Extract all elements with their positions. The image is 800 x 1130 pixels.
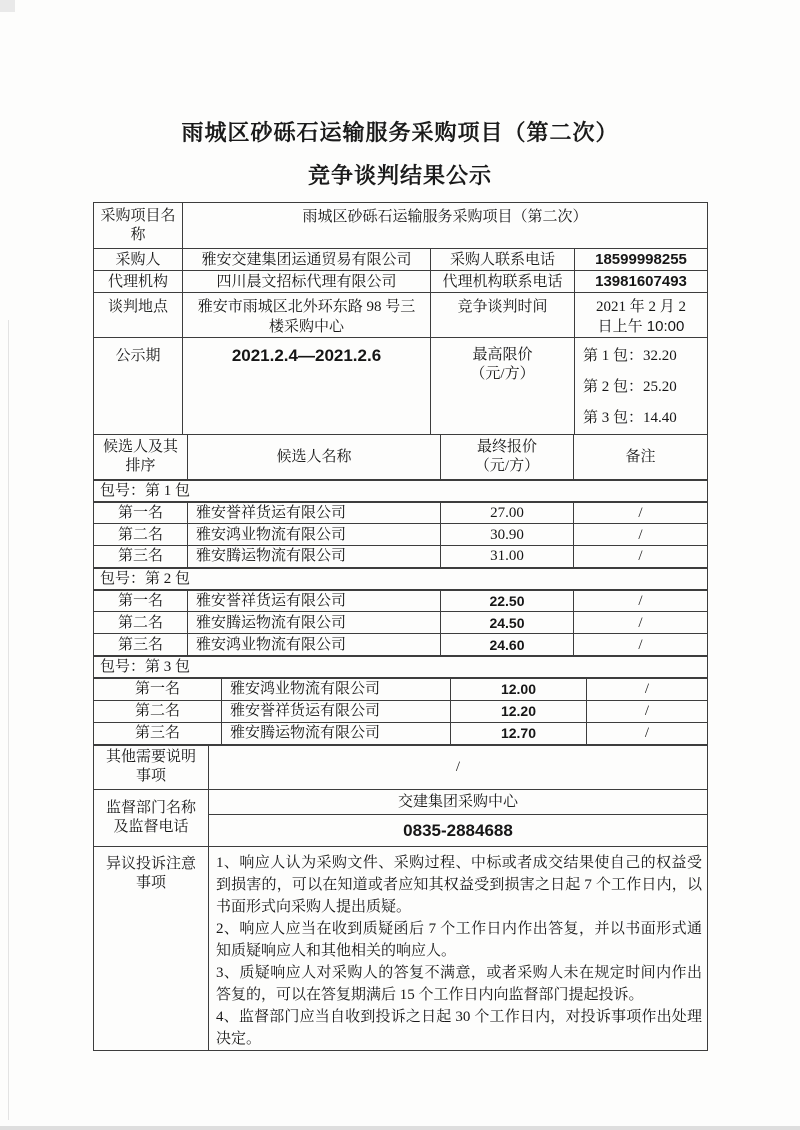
scan-corner-artifact — [0, 0, 15, 12]
purchaser-label: 采购人 — [94, 249, 183, 271]
candidate-row — [94, 502, 708, 524]
company-cell: 雅安腾运物流有限公司 — [222, 722, 451, 744]
publicity-row — [94, 338, 708, 435]
candidate-row — [94, 590, 708, 612]
remark-cell: / — [574, 634, 708, 656]
rank-cell: 第一名 — [94, 590, 188, 612]
package2-title-row — [94, 568, 708, 590]
candidate-row — [94, 612, 708, 634]
max-price-values — [575, 338, 708, 435]
result-table — [93, 202, 707, 1051]
remark-cell: / — [587, 722, 708, 744]
package3-table — [93, 655, 708, 745]
price-cell: 30.90 — [441, 524, 574, 546]
remark-cell: / — [587, 700, 708, 722]
scan-left-edge-artifact — [8, 320, 9, 1120]
price-cell: 31.00 — [441, 546, 574, 568]
company-cell: 雅安誉祥货运有限公司 — [188, 590, 441, 612]
objection-row — [94, 847, 708, 1051]
objection-item-1: 1、响应人认为采购文件、采购过程、中标或者成交结果使自己的权益受到损害的，可以在知道或者应知其权益受到损害之日起 7 个工作日内，以书面形式向采购人提出质疑。 — [216, 855, 702, 915]
candidate-row — [94, 546, 708, 568]
venue-value: 雅安市雨城区北外环东路 98 号三 楼采购中心 — [183, 293, 431, 338]
objection-item-2: 2、响应人应当在收到质疑函后 7 个工作日内作出答复，并以书面形式通知质疑响应人和其他相关的响应人。 — [216, 921, 702, 959]
final-price-header: 最终报价 （元/方） — [441, 435, 574, 480]
company-cell: 雅安誉祥货运有限公司 — [188, 502, 441, 524]
other-notes-value: / — [209, 745, 708, 790]
rank-cell: 第三名 — [94, 722, 222, 744]
candidate-name-header: 候选人名称 — [188, 435, 441, 480]
price-cell: 24.50 — [441, 612, 574, 634]
document-subtitle: 竞争谈判结果公示 — [307, 163, 492, 188]
rank-cell: 第三名 — [94, 546, 188, 568]
supervision-row — [94, 790, 708, 815]
price-cell: 12.00 — [451, 678, 587, 700]
max-price-label: 最高限价 （元/方） — [431, 338, 575, 435]
purchaser-contact-label: 采购人联系电话 — [431, 249, 575, 271]
negotiation-time-label: 竞争谈判时间 — [431, 293, 575, 338]
supervision-label: 监督部门名称 及监督电话 — [94, 790, 209, 847]
document-title: 雨城区砂砾石运输服务采购项目（第二次） — [181, 120, 619, 145]
supervision-phone: 0835-2884688 — [209, 815, 708, 847]
rank-cell: 第三名 — [94, 634, 188, 656]
purchaser-row — [94, 249, 708, 271]
remark-cell: / — [587, 678, 708, 700]
price-cell: 12.20 — [451, 700, 587, 722]
other-notes-label: 其他需要说明 事项 — [94, 745, 209, 790]
other-notes-row — [94, 745, 708, 790]
scan-bottom-edge-artifact — [0, 1126, 800, 1130]
candidate-row — [94, 678, 708, 700]
company-cell: 雅安鸿业物流有限公司 — [188, 524, 441, 546]
company-cell: 雅安腾运物流有限公司 — [188, 612, 441, 634]
objection-item-4: 4、监督部门应当自收到投诉之日起 30 个工作日内，对投诉事项作出处理决定。 — [216, 1009, 702, 1047]
remark-cell: / — [574, 502, 708, 524]
package3-title: 包号：第 3 包 — [94, 656, 708, 678]
company-cell: 雅安腾运物流有限公司 — [188, 546, 441, 568]
price-cell: 24.60 — [441, 634, 574, 656]
price-cell: 22.50 — [441, 590, 574, 612]
max-price-pkg2: 第 2 包：25.20 — [583, 379, 677, 395]
candidate-row — [94, 634, 708, 656]
project-name-row — [94, 203, 708, 249]
objection-content — [209, 847, 708, 1051]
agency-contact-label: 代理机构联系电话 — [431, 271, 575, 293]
purchaser-value: 雅安交建集团运通贸易有限公司 — [183, 249, 431, 271]
rank-cell: 第一名 — [94, 502, 188, 524]
agency-label: 代理机构 — [94, 271, 183, 293]
remark-cell: / — [574, 546, 708, 568]
package2-title: 包号：第 2 包 — [94, 568, 708, 590]
price-cell: 12.70 — [451, 722, 587, 744]
price-cell: 27.00 — [441, 502, 574, 524]
candidates-table — [93, 434, 708, 656]
venue-label: 谈判地点 — [94, 293, 183, 338]
agency-row — [94, 271, 708, 293]
package3-title-row — [94, 656, 708, 678]
candidate-row — [94, 722, 708, 744]
candidate-row — [94, 700, 708, 722]
max-price-pkg3: 第 3 包：14.40 — [583, 410, 677, 426]
company-cell: 雅安鸿业物流有限公司 — [188, 634, 441, 656]
rank-cell: 第二名 — [94, 700, 222, 722]
purchaser-phone: 18599998255 — [575, 249, 708, 271]
candidate-row — [94, 524, 708, 546]
company-cell: 雅安鸿业物流有限公司 — [222, 678, 451, 700]
objection-label: 异议投诉注意 事项 — [94, 847, 209, 1051]
package1-title-row — [94, 480, 708, 502]
remark-cell: / — [574, 612, 708, 634]
footer-table — [93, 744, 708, 1052]
remark-cell: / — [574, 524, 708, 546]
remark-cell: / — [574, 590, 708, 612]
info-table — [93, 202, 708, 435]
rank-cell: 第一名 — [94, 678, 222, 700]
remark-header: 备注 — [574, 435, 708, 480]
objection-item-3: 3、质疑响应人对采购人的答复不满意，或者采购人未在规定时间内作出答复的，可以在答复期满后 15 个工作日内向监督部门提起投诉。 — [216, 965, 702, 1003]
rank-cell: 第二名 — [94, 524, 188, 546]
company-cell: 雅安誉祥货运有限公司 — [222, 700, 451, 722]
agency-value: 四川晨文招标代理有限公司 — [183, 271, 431, 293]
max-price-pkg1: 第 1 包：32.20 — [583, 348, 677, 364]
venue-row — [94, 293, 708, 338]
project-name-value: 雨城区砂砾石运输服务采购项目（第二次） — [183, 203, 708, 249]
publicity-label: 公示期 — [94, 338, 183, 435]
supervision-department: 交建集团采购中心 — [209, 790, 708, 815]
candidates-header-row — [94, 435, 708, 480]
agency-phone: 13981607493 — [575, 271, 708, 293]
rank-cell: 第二名 — [94, 612, 188, 634]
project-name-label: 采购项目名 称 — [94, 203, 183, 249]
publicity-period: 2021.2.4—2021.2.6 — [183, 338, 431, 435]
package1-title: 包号：第 1 包 — [94, 480, 708, 502]
rank-header: 候选人及其 排序 — [94, 435, 188, 480]
negotiation-time-value: 2021 年 2 月 2 日上午 10:00 — [575, 293, 708, 338]
